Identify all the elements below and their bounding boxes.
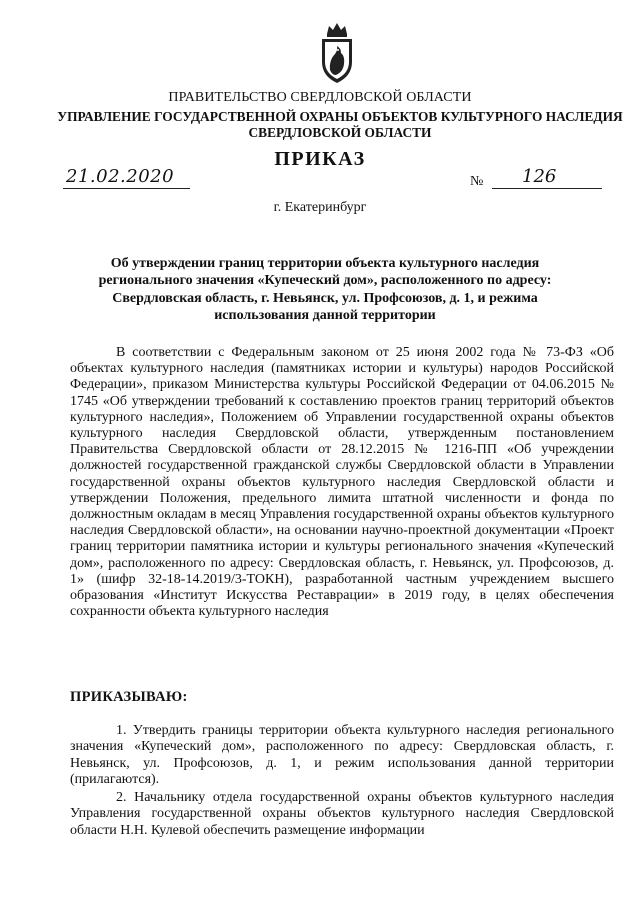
number-label: № [470, 174, 484, 189]
order-heading: ПРИКАЗЫВАЮ: [70, 689, 188, 705]
order-date: 21.02.2020 [66, 166, 175, 187]
coat-of-arms-icon [317, 20, 357, 86]
preamble-paragraph: В соответствии с Федеральным законом от 25 июня 2002 года № 73-ФЗ «Об объектах культурного наследия (памятниках истории и культуры) народов Российской Федерации», приказом Министерства культуры Российской Федерации от 04.06.2015 № 1745 «Об утверждении требований к составлению проектов границ территорий объектов культурного наследия», Положением об Управлении государственной охраны объектов культурного наследия Свердловской области, утвержденным постановлением Правительства Свердловской области от 28.12.2015 № 1216-ПП «Об учреждении должностей государственной гражданской службы Свердловской области в Управлении государственной охраны объектов культурного наследия Свердловской области и утверждении Положения, предельного лимита штатной численности и фонда по должностным окладам в месяц Управления государственной охраны объектов культурного наследия Свердловской области», на основании научно-проектной документации «Проект границ территории памятника истории и культуры регионального значения «Купеческий дом», расположенного по адресу: Свердловская область, г. Невьянск, ул. Профсоюзов, д. 1» (шифр 32-18-14.2019/3-ТОКН), разработанной частным учреждением высшего образования «Институт Искусства Реставрации» в 2019 году, в целях обеспечения сохранности объекта культурного наследия [70, 345, 614, 620]
clauses [70, 723, 614, 841]
preamble [70, 345, 614, 620]
city: г. Екатеринбург [273, 200, 367, 215]
department-name: УПРАВЛЕНИЕ ГОСУДАРСТВЕННОЙ ОХРАНЫ ОБЪЕКТОВ КУЛЬТУРНОГО НАСЛЕДИЯ СВЕРДЛОВСКОЙ ОБЛАСТИ [57, 109, 623, 140]
order-number: 126 [522, 166, 557, 187]
order-subject: Об утверждении границ территории объекта культурного наследия регионального значения «Купеческий дом», расположенного по адресу: Свердловская область, г. Невьянск, ул. Профсоюзов, д. 1, и режима использования данной территории [98, 256, 552, 323]
clause-item: 1. Утвердить границы территории объекта культурного наследия регионального значения «Купеческий дом», расположенного по адресу: Свердловская область, г. Невьянск, ул. Профсоюзов, д. 1, и режим использования данной территории (прилагаются). [70, 723, 614, 787]
number-line [492, 188, 602, 189]
government-name: ПРАВИТЕЛЬСТВО СВЕРДЛОВСКОЙ ОБЛАСТИ [168, 90, 472, 105]
clause-item: 2. Начальнику отдела государственной охраны объектов культурного наследия Управления государственной охраны объектов культурного наследия Свердловской области Н.Н. Кулевой обеспечить размещение информации [70, 790, 614, 838]
date-line [63, 188, 190, 189]
document-type: ПРИКАЗ [274, 148, 366, 170]
